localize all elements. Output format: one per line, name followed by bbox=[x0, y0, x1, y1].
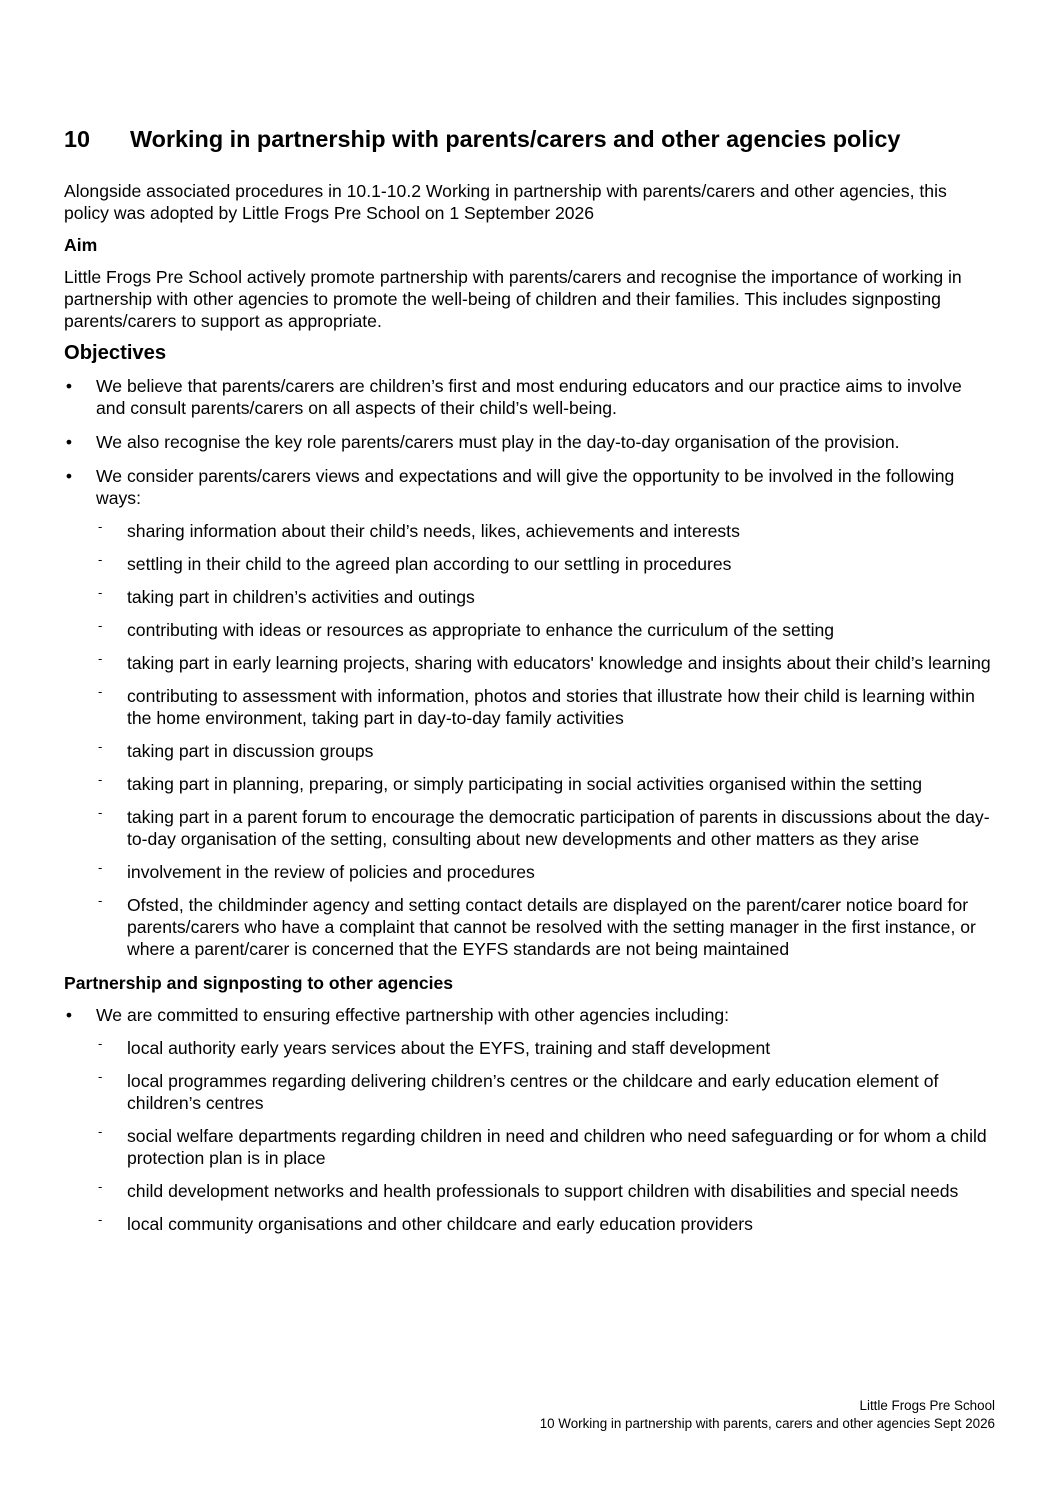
involvement-item bbox=[64, 894, 996, 960]
dash-icon: - bbox=[98, 1036, 103, 1051]
title-text: Working in partnership with parents/carers and other agencies policy bbox=[130, 126, 901, 152]
involvement-item bbox=[64, 553, 996, 575]
involvement-item bbox=[64, 740, 996, 762]
agency-text: child development networks and health professionals to support children with disabilities and special needs bbox=[127, 1181, 959, 1201]
involvement-text: taking part in planning, preparing, or simply participating in social activities organised within the setting bbox=[127, 774, 923, 794]
involvement-text: contributing to assessment with information, photos and stories that illustrate how their child is learning within the home environment, taking part in day-to-day family activities bbox=[127, 686, 975, 728]
document-page bbox=[64, 124, 996, 1235]
dash-icon: - bbox=[98, 684, 103, 699]
involvement-item bbox=[64, 861, 996, 883]
dash-icon: - bbox=[98, 1179, 103, 1194]
involvement-text: involvement in the review of policies and procedures bbox=[127, 862, 535, 882]
objective-text: We also recognise the key role parents/carers must play in the day-to-day organisation of the provision. bbox=[96, 432, 900, 452]
objectives-heading: Objectives bbox=[64, 342, 167, 364]
bullet-icon: • bbox=[65, 1005, 73, 1025]
involvement-item bbox=[64, 806, 996, 850]
involvement-item bbox=[64, 685, 996, 729]
dash-icon: - bbox=[98, 739, 103, 754]
dash-icon: - bbox=[98, 618, 103, 633]
involvement-text: Ofsted, the childminder agency and setting contact details are displayed on the parent/carer notice board for parents/carers who have a complaint that cannot be resolved with the setting manager in the first instance, or where a parent/carer is concerned that the EYFS standards are not being maintained bbox=[127, 895, 976, 959]
partnership-list bbox=[64, 1004, 996, 1026]
agencies-list bbox=[64, 1037, 996, 1235]
involvement-list bbox=[64, 520, 996, 960]
objective-item bbox=[64, 431, 996, 453]
aim-heading: Aim bbox=[64, 235, 98, 255]
agency-text: local programmes regarding delivering children’s centres or the childcare and early education element of children’s centres bbox=[127, 1071, 939, 1113]
involvement-item bbox=[64, 652, 996, 674]
dash-icon: - bbox=[98, 1212, 103, 1227]
agency-text: local community organisations and other childcare and early education providers bbox=[127, 1214, 753, 1234]
dash-icon: - bbox=[98, 585, 103, 600]
involvement-text: sharing information about their child’s needs, likes, achievements and interests bbox=[127, 521, 740, 541]
involvement-item bbox=[64, 586, 996, 608]
objective-text: We consider parents/carers views and expectations and will give the opportunity to be involved in the following ways: bbox=[96, 466, 955, 508]
involvement-text: taking part in children’s activities and outings bbox=[127, 587, 475, 607]
agency-item bbox=[64, 1180, 996, 1202]
agency-text: local authority early years services about the EYFS, training and staff development bbox=[127, 1038, 771, 1058]
intro-paragraph: Alongside associated procedures in 10.1-10.2 Working in partnership with parents/carers and other agencies, this policy was adopted by Little Frogs Pre School on 1 September 2026 bbox=[64, 181, 947, 223]
dash-icon: - bbox=[98, 805, 103, 820]
objective-text: We believe that parents/carers are children’s first and most enduring educators and our practice aims to involve and consult parents/carers on all aspects of their child’s well-being. bbox=[96, 376, 962, 418]
partnership-item bbox=[64, 1004, 996, 1026]
dash-icon: - bbox=[98, 651, 103, 666]
agency-item bbox=[64, 1037, 996, 1059]
agency-item bbox=[64, 1070, 996, 1114]
aim-paragraph: Little Frogs Pre School actively promote partnership with parents/carers and recognise the importance of working in partnership with other agencies to promote the well-being of children and their families. This includes signposting parents/carers to support as appropriate. bbox=[64, 267, 962, 331]
section-number: 10 bbox=[64, 126, 91, 152]
dash-icon: - bbox=[98, 860, 103, 875]
dash-icon: - bbox=[98, 552, 103, 567]
involvement-text: contributing with ideas or resources as appropriate to enhance the curriculum of the setting bbox=[127, 620, 835, 640]
involvement-text: taking part in early learning projects, sharing with educators' knowledge and insights about their child’s learning bbox=[127, 653, 991, 673]
partnership-heading: Partnership and signposting to other agencies bbox=[64, 973, 454, 993]
partnership-text: We are committed to ensuring effective partnership with other agencies including: bbox=[96, 1005, 730, 1025]
dash-icon: - bbox=[98, 893, 103, 908]
bullet-icon: • bbox=[65, 376, 73, 396]
involvement-text: taking part in a parent forum to encourage the democratic participation of parents in discussions about the day-to-day organisation of the setting, consulting about new developments and other matters as they arise bbox=[127, 807, 990, 849]
involvement-item bbox=[64, 619, 996, 641]
involvement-item bbox=[64, 773, 996, 795]
bullet-icon: • bbox=[65, 466, 73, 486]
dash-icon: - bbox=[98, 772, 103, 787]
objectives-list bbox=[64, 375, 996, 509]
agency-text: social welfare departments regarding children in need and children who need safeguarding or for whom a child protection plan is in place bbox=[127, 1126, 987, 1168]
involvement-item bbox=[64, 520, 996, 542]
page-footer bbox=[540, 1397, 995, 1433]
involvement-text: settling in their child to the agreed plan according to our settling in procedures bbox=[127, 554, 732, 574]
objective-item bbox=[64, 465, 996, 509]
footer-document-reference: 10 Working in partnership with parents, carers and other agencies Sept 2026 bbox=[539, 1416, 995, 1431]
objective-item bbox=[64, 375, 996, 419]
bullet-icon: • bbox=[65, 432, 73, 452]
dash-icon: - bbox=[98, 1124, 103, 1139]
involvement-text: taking part in discussion groups bbox=[127, 741, 374, 761]
footer-setting-name: Little Frogs Pre School bbox=[859, 1398, 995, 1413]
agency-item bbox=[64, 1125, 996, 1169]
page-title bbox=[64, 124, 996, 154]
agency-item bbox=[64, 1213, 996, 1235]
dash-icon: - bbox=[98, 519, 103, 534]
dash-icon: - bbox=[98, 1069, 103, 1084]
